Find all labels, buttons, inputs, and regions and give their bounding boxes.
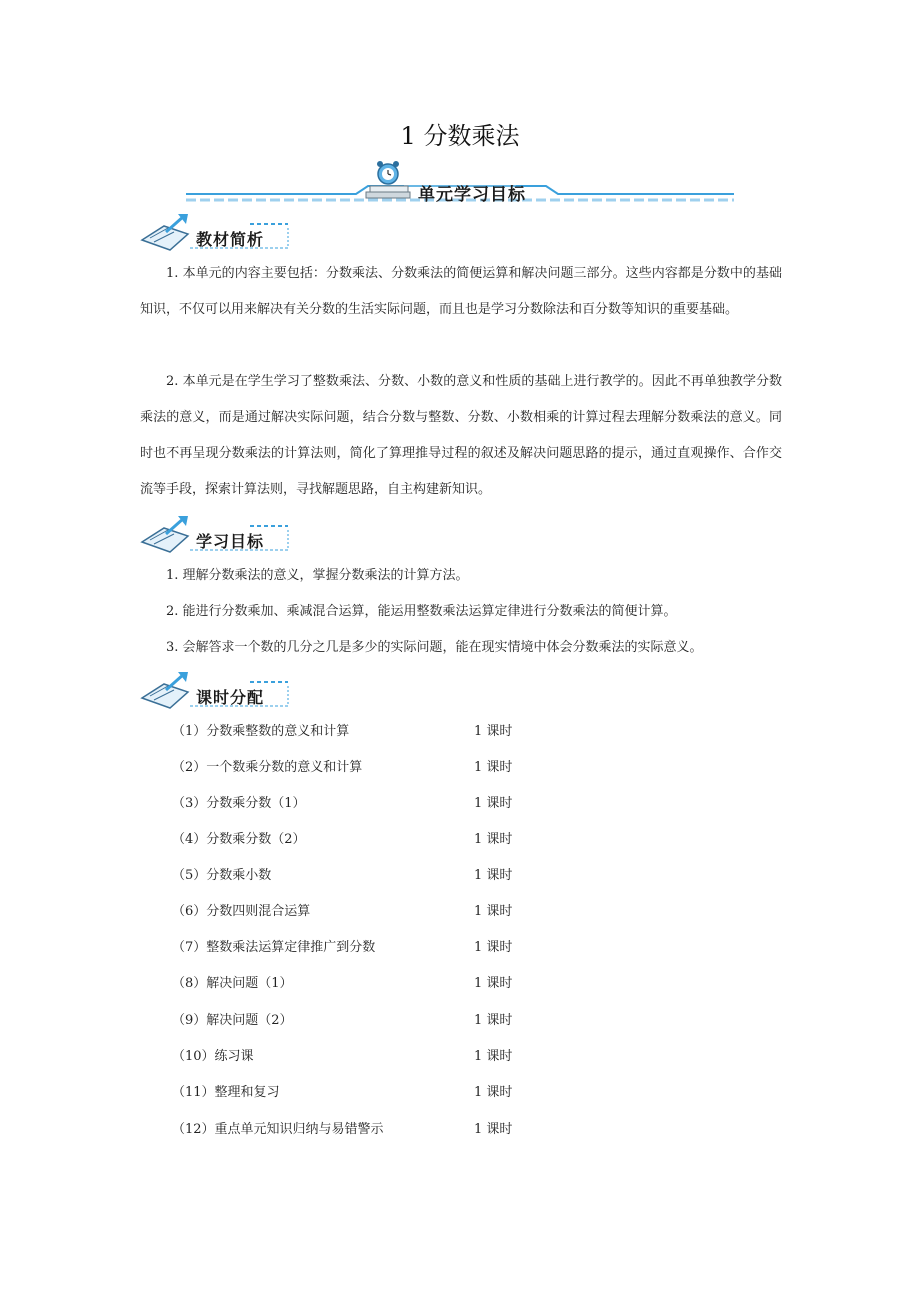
schedule-item: （8）解决问题（1） <box>172 976 293 991</box>
schedule-item: （1）分数乘整数的意义和计算 <box>172 724 350 739</box>
schedule-item: （7）整数乘法运算定律推广到分数 <box>172 940 376 955</box>
schedule-row <box>172 794 572 814</box>
goal-item-1: 1. 理解分数乘法的意义，掌握分数乘法的计算方法。 <box>166 568 469 583</box>
goal-item-3: 3. 会解答求一个数的几分之几是多少的实际问题，能在现实情境中体会分数乘法的实际意义。 <box>166 640 703 655</box>
section-heading-goals <box>140 514 290 556</box>
schedule-hours: 1 课时 <box>474 724 513 739</box>
schedule-hours: 1 课时 <box>474 1013 513 1028</box>
schedule-row <box>172 1011 572 1031</box>
analysis-paragraph-2: 2. 本单元是在学生学习了整数乘法、分数、小数的意义和性质的基础上进行教学的。因此不再单独教学分数乘法的意义，而是通过解决实际问题，结合分数与整数、分数、小数相乘的计算过程去理解分数乘法的意义。同时也不再呈现分数乘法的计算法则，简化了算理推导过程的叙述及解决问题思路的提示，通过直观操作、合作交流等手段，探索计算法则，寻找解题思路，自主构建新知识。 <box>140 374 782 497</box>
schedule-hours: 1 课时 <box>474 904 513 919</box>
alarm-clock-books-icon <box>366 161 410 198</box>
schedule-hours: 1 课时 <box>474 1122 513 1137</box>
page-title: 1 分数乘法 <box>400 122 520 150</box>
section-title: 课时分配 <box>196 688 265 707</box>
section-heading-analysis <box>140 212 290 254</box>
schedule-row <box>172 866 572 886</box>
schedule-row <box>172 1047 572 1067</box>
schedule-hours: 1 课时 <box>474 760 513 775</box>
goal-item-2: 2. 能进行分数乘加、乘减混合运算，能运用整数乘法运算定律进行分数乘法的简便计算。 <box>166 604 677 619</box>
schedule-item: （12）重点单元知识归纳与易错警示 <box>172 1122 384 1137</box>
banner-title: 单元学习目标 <box>418 185 526 205</box>
schedule-item: （11）整理和复习 <box>172 1085 280 1100</box>
schedule-item: （6）分数四则混合运算 <box>172 904 311 919</box>
schedule-hours: 1 课时 <box>474 796 513 811</box>
schedule-hours: 1 课时 <box>474 868 513 883</box>
schedule-item: （5）分数乘小数 <box>172 868 272 883</box>
schedule-row <box>172 1083 572 1103</box>
schedule-item: （10）练习课 <box>172 1049 254 1064</box>
schedule-item: （2）一个数乘分数的意义和计算 <box>172 760 363 775</box>
schedule-hours: 1 课时 <box>474 976 513 991</box>
schedule-item: （3）分数乘分数（1） <box>172 796 306 811</box>
schedule-row <box>172 758 572 778</box>
schedule-row <box>172 938 572 958</box>
schedule-row <box>172 830 572 850</box>
schedule-row <box>172 974 572 994</box>
analysis-paragraph-1: 1. 本单元的内容主要包括：分数乘法、分数乘法的简便运算和解决问题三部分。这些内容都是分数中的基础知识，不仅可以用来解决有关分数的生活实际问题，而且也是学习分数除法和百分数等知识的重要基础。 <box>140 266 782 317</box>
schedule-hours: 1 课时 <box>474 940 513 955</box>
section-title: 学习目标 <box>196 532 265 551</box>
schedule-hours: 1 课时 <box>474 832 513 847</box>
schedule-row <box>172 902 572 922</box>
schedule-row <box>172 722 572 742</box>
schedule-row <box>172 1120 572 1140</box>
schedule-hours: 1 课时 <box>474 1085 513 1100</box>
schedule-item: （9）解决问题（2） <box>172 1013 293 1028</box>
unit-banner <box>186 158 734 210</box>
schedule-hours: 1 课时 <box>474 1049 513 1064</box>
schedule-item: （4）分数乘分数（2） <box>172 832 306 847</box>
section-heading-schedule <box>140 670 290 712</box>
section-title: 教材简析 <box>196 230 265 249</box>
